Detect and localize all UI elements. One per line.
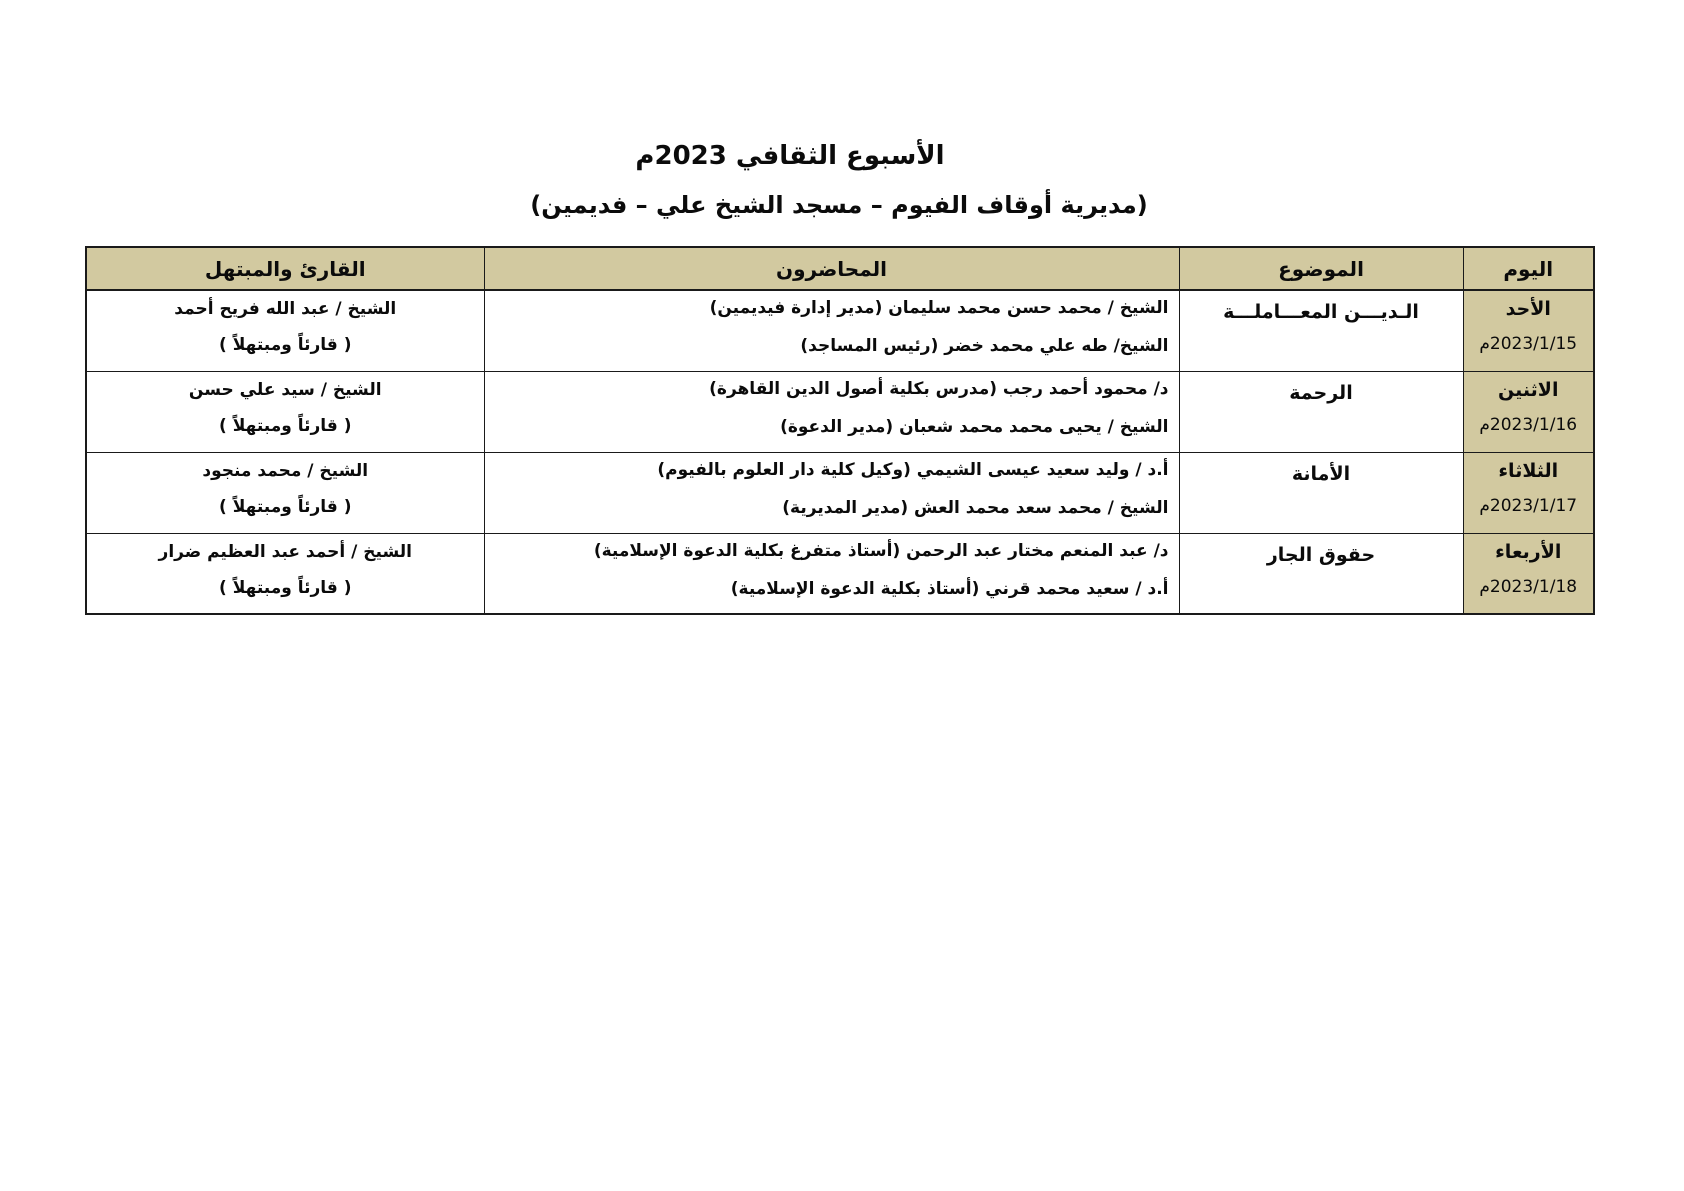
- reader-cell: [86, 452, 484, 533]
- lecturer-line: د/ عبد المنعم مختار عبد الرحمن (أستاذ متفرغ بكلية الدعوة الإسلامية): [593, 540, 1169, 561]
- reader-cell: [86, 371, 484, 452]
- reader-cell: [86, 290, 484, 371]
- topic-cell: [1179, 371, 1463, 452]
- header-day: اليوم: [1463, 247, 1594, 290]
- reader-note: ( قارئاً ومبتهلاً ): [219, 415, 352, 436]
- lecturers-cell: [484, 452, 1179, 533]
- table-row: [86, 452, 1594, 533]
- day-cell: [1463, 452, 1594, 533]
- reader-name: الشيخ / أحمد عبد العظيم ضرار: [158, 541, 412, 562]
- day-name: الاثنين: [1498, 378, 1559, 401]
- header-reader: القارئ والمبتهل: [86, 247, 484, 290]
- day-date: 2023/1/15م: [1479, 334, 1578, 354]
- reader-name: الشيخ / سيد علي حسن: [188, 379, 382, 400]
- reader-note: ( قارئاً ومبتهلاً ): [219, 496, 352, 517]
- lecturer-line: أ.د / وليد سعيد عيسى الشيمي (وكيل كلية دار العلوم بالفيوم): [657, 459, 1169, 480]
- lecturer-line: د/ محمود أحمد رجب (مدرس بكلية أصول الدين القاهرة): [709, 378, 1169, 399]
- lecturer-line: الشيخ / يحيى محمد محمد شعبان (مدير الدعوة): [780, 416, 1169, 437]
- day-date: 2023/1/17م: [1479, 495, 1578, 516]
- day-name: الثلاثاء: [1498, 459, 1559, 482]
- topic-cell: [1179, 290, 1463, 371]
- lecturers-cell: [484, 533, 1179, 614]
- topic-cell: [1179, 452, 1463, 533]
- day-name: الأحد: [1505, 298, 1551, 320]
- topic-cell: [1179, 533, 1463, 614]
- page-title: الأسبوع الثقافي 2023م: [635, 141, 945, 171]
- lecturer-line: الشيخ / محمد سعد محمد العش (مدير المديرية): [782, 497, 1169, 518]
- topic-text: الرحمة: [1289, 381, 1353, 404]
- lecturers-cell: [484, 371, 1179, 452]
- topic-text: حقوق الجار: [1266, 543, 1376, 566]
- reader-note: ( قارئاً ومبتهلاً ): [219, 577, 352, 598]
- topic-text: الأمانة: [1291, 462, 1351, 485]
- cultural-week-schedule-table: [85, 246, 1595, 615]
- lecturer-line: الشيخ / محمد حسن محمد سليمان (مدير إدارة فيديمين): [709, 298, 1169, 318]
- lecturer-line: الشيخ/ طه علي محمد خضر (رئيس المساجد): [800, 336, 1169, 356]
- reader-name: الشيخ / عبد الله فريح أحمد: [174, 299, 397, 319]
- day-date: 2023/1/18م: [1479, 576, 1578, 597]
- topic-text: الـديـــن المعـــاملـــة: [1223, 301, 1419, 323]
- reader-note: ( قارئاً ومبتهلاً ): [219, 335, 352, 355]
- table-header-row: [86, 247, 1594, 290]
- table-row: [86, 371, 1594, 452]
- table-row: [86, 290, 1594, 371]
- page-subtitle: (مديرية أوقاف الفيوم – مسجد الشيخ علي – فديمين): [530, 191, 1148, 219]
- lecturer-line: أ.د / سعيد محمد قرني (أستاذ بكلية الدعوة الإسلامية): [730, 578, 1169, 599]
- reader-cell: [86, 533, 484, 614]
- lecturers-cell: [484, 290, 1179, 371]
- day-cell: [1463, 533, 1594, 614]
- day-date: 2023/1/16م: [1479, 414, 1578, 435]
- day-cell: [1463, 371, 1594, 452]
- header-topic: الموضوع: [1179, 247, 1463, 290]
- day-cell: [1463, 290, 1594, 371]
- reader-name: الشيخ / محمد منجود: [202, 460, 369, 481]
- table-row: [86, 533, 1594, 614]
- header-lecturers: المحاضرون: [484, 247, 1179, 290]
- day-name: الأربعاء: [1495, 540, 1562, 563]
